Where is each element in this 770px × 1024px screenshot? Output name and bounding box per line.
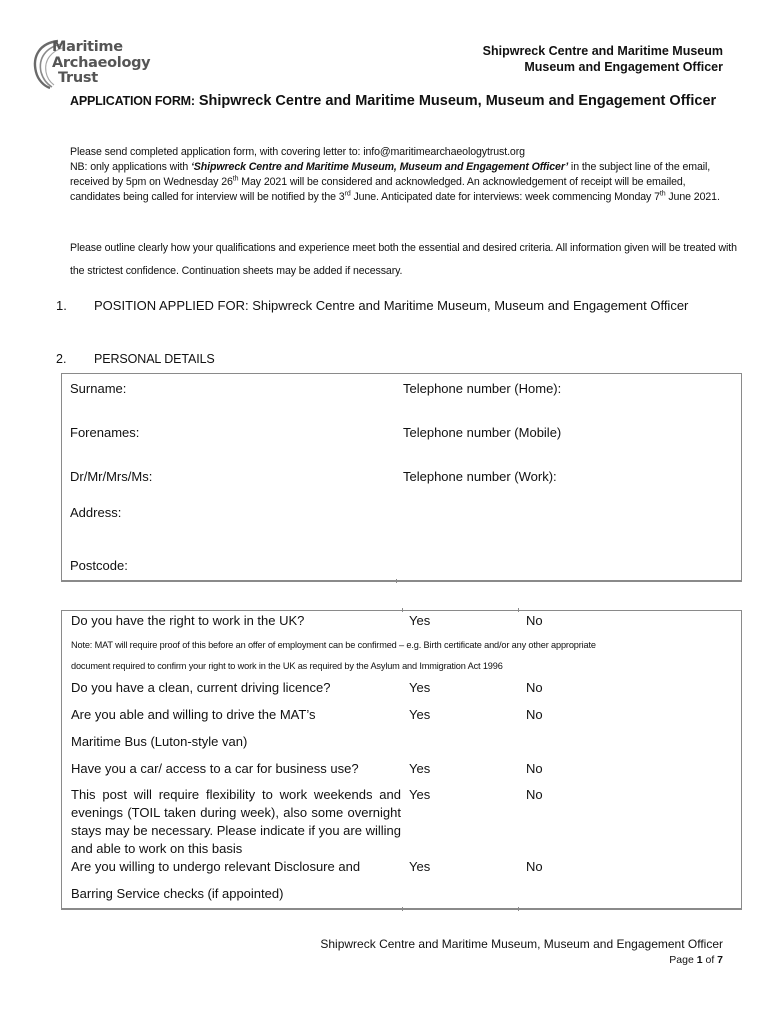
right-to-work-yes[interactable]: Yes xyxy=(409,613,431,628)
title-prefix: APPLICATION FORM: xyxy=(70,94,195,108)
column-divider xyxy=(518,907,519,911)
dbs-check-question-cont: Barring Service checks (if appointed) xyxy=(71,886,284,901)
flexibility-yes[interactable]: Yes xyxy=(409,787,431,802)
page-footer xyxy=(320,936,723,968)
right-to-work-question: Do you have the right to work in the UK? xyxy=(71,613,305,628)
intro-paragraph xyxy=(70,145,730,205)
telephone-home-field[interactable]: Telephone number (Home): xyxy=(403,381,562,396)
footer-title: Shipwreck Centre and Maritime Museum, Museum and Engagement Officer xyxy=(320,937,723,951)
document-header xyxy=(483,44,723,75)
nb-subject-line: ‘Shipwreck Centre and Maritime Museum, Museum and Engagement Officer’ xyxy=(190,161,569,173)
drive-bus-question: Are you able and willing to drive the MAT’s xyxy=(71,707,316,722)
section-heading: PERSONAL DETAILS xyxy=(94,352,215,366)
drive-bus-no[interactable]: No xyxy=(526,707,543,722)
outline-paragraph: Please outline clearly how your qualifications and experience meet both the essential and desired criteria. All information given will be treated with the strictest confidence. Continuation sheets may be added if necessary. xyxy=(70,242,737,277)
nb-mid-2: May 2021 will be considered and acknowledged. An acknowledgement of receipt will be emailed, candidates being called for interview will be notified by the 3 xyxy=(70,176,686,203)
section-number: 1. xyxy=(56,298,67,313)
dbs-check-no[interactable]: No xyxy=(526,859,543,874)
surname-field[interactable]: Surname: xyxy=(70,381,127,396)
telephone-mobile-field[interactable]: Telephone number (Mobile) xyxy=(403,425,562,440)
page-label: Page xyxy=(669,954,697,966)
right-to-work-note-line-1: Note: MAT will require proof of this before an offer of employment can be confirmed – e.g. Birth certificate and/or any other appropriate xyxy=(71,640,596,650)
forenames-field[interactable]: Forenames: xyxy=(70,425,140,440)
header-line-1: Shipwreck Centre and Maritime Museum xyxy=(482,44,723,58)
logo-line-2: Archaeology xyxy=(52,54,151,71)
dbs-check-yes[interactable]: Yes xyxy=(409,859,431,874)
section-heading: POSITION APPLIED FOR: Shipwreck Centre and Maritime Museum, Museum and Engagement Officer xyxy=(94,298,689,313)
logo-line-1: Maritime xyxy=(52,39,123,55)
header-line-2: Museum and Engagement Officer xyxy=(524,59,723,74)
ordinal-sup: th xyxy=(659,190,666,198)
eligibility-table xyxy=(61,610,742,910)
column-divider xyxy=(402,608,403,612)
drive-bus-yes[interactable]: Yes xyxy=(409,707,431,722)
nb-mid-3: June. Anticipated date for interviews: week commencing Monday 7 xyxy=(350,191,660,203)
telephone-work-field[interactable]: Telephone number (Work): xyxy=(403,469,557,484)
drive-bus-question-cont: Maritime Bus (Luton-style van) xyxy=(71,734,248,749)
driving-licence-question: Do you have a clean, current driving licence? xyxy=(71,680,331,695)
section-position-applied xyxy=(56,298,736,314)
page-title xyxy=(70,92,730,111)
right-to-work-no[interactable]: No xyxy=(526,613,543,628)
send-instructions: Please send completed application form, with covering letter to: info@maritimearchaeologytrust.org xyxy=(70,146,525,158)
logo-line-3: Trust xyxy=(58,70,98,86)
page-number xyxy=(320,952,723,968)
nb-end: June 2021. xyxy=(665,191,720,203)
car-access-no[interactable]: No xyxy=(526,761,543,776)
ordinal-sup: rd xyxy=(344,190,351,198)
section-number: 2. xyxy=(56,352,67,366)
car-access-yes[interactable]: Yes xyxy=(409,761,431,776)
car-access-question: Have you a car/ access to a car for business use? xyxy=(71,761,359,776)
personal-details-table xyxy=(61,373,742,582)
title-text: Shipwreck Centre and Maritime Museum, Museum and Engagement Officer xyxy=(198,93,717,109)
page-total: 7 xyxy=(717,954,723,966)
column-divider xyxy=(402,907,403,911)
title-field[interactable]: Dr/Mr/Mrs/Ms: xyxy=(70,469,153,484)
page-of-label: of xyxy=(702,954,718,966)
flexibility-no[interactable]: No xyxy=(526,787,543,802)
column-divider xyxy=(518,608,519,612)
maritime-archaeology-trust-logo xyxy=(28,38,178,90)
nb-paragraph xyxy=(70,160,730,205)
column-divider xyxy=(396,579,397,583)
section-personal-details xyxy=(56,352,215,366)
right-to-work-note-line-2: document required to confirm your right to work in the UK as required by the Asylum and Immigration Act 1996 xyxy=(71,661,503,671)
postcode-field[interactable]: Postcode: xyxy=(70,558,128,573)
nb-start: NB: only applications with xyxy=(70,161,191,173)
page-current: 1 xyxy=(696,954,703,966)
address-field[interactable]: Address: xyxy=(70,505,122,520)
flexibility-question: This post will require flexibility to work weekends and evenings (TOIL taken during week), also some overnight stays may be necessary. Please indicate if you are willing and able to work on this basis xyxy=(71,787,401,856)
driving-licence-yes[interactable]: Yes xyxy=(409,680,431,695)
dbs-check-question: Are you willing to undergo relevant Disclosure and xyxy=(71,859,361,874)
ordinal-sup: th xyxy=(232,175,239,183)
nb-mid-1: in the subject line of the email, received by 5pm on Wednesday 26 xyxy=(70,161,711,188)
driving-licence-no[interactable]: No xyxy=(526,680,543,695)
